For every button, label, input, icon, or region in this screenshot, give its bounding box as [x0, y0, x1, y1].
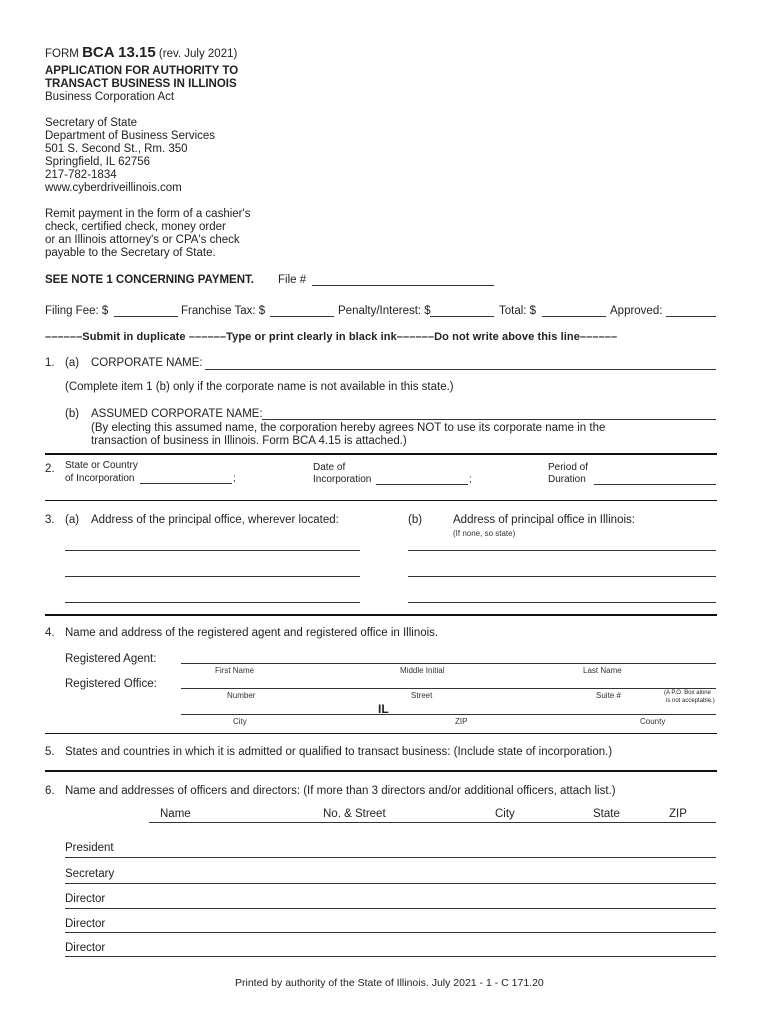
corporate-name-label: CORPORATE NAME:: [91, 357, 203, 369]
column-header-zip: ZIP: [669, 808, 687, 820]
office-line-2: Department of Business Services: [45, 130, 216, 142]
po-box-note-2: is not acceptable.): [666, 698, 715, 704]
last-name-caption: Last Name: [583, 666, 622, 675]
filing-fee-field[interactable]: [114, 316, 178, 317]
officer-row-label: Director: [65, 893, 106, 905]
officer-row-label: Director: [65, 918, 106, 930]
assumed-name-note-2: transaction of business in Illinois. Form BCA 4.15 is attached.): [91, 435, 407, 447]
column-header-state: State: [593, 808, 620, 820]
penalty-label: Penalty/Interest: $: [338, 305, 431, 317]
officer-row-line[interactable]: [65, 956, 716, 957]
illinois-office-line-1[interactable]: [408, 550, 716, 551]
assumed-name-note-1: (By electing this assumed name, the corporation hereby agrees NOT to use its corporate name in the: [91, 422, 606, 434]
office-line-3: 501 S. Second St., Rm. 350: [45, 143, 188, 155]
file-number-label: File #: [278, 274, 307, 286]
middle-initial-caption: Middle Initial: [400, 666, 445, 675]
county-caption: County: [640, 717, 666, 726]
date-of-incorporation-field[interactable]: [376, 484, 468, 485]
period-of-duration-label-1: Period of: [548, 462, 589, 473]
office-line-1: Secretary of State: [45, 117, 138, 129]
remit-line-4: payable to the Secretary of State.: [45, 247, 216, 259]
item-3-number: 3.: [45, 514, 55, 526]
remit-line-1: Remit payment in the form of a cashier's: [45, 208, 251, 220]
admitted-states-label: States and countries in which it is admitted or qualified to transact business: (Include state of incorporation.): [65, 746, 613, 758]
item-1b-marker: (b): [65, 408, 80, 420]
form-prefix: FORM: [45, 48, 79, 60]
registered-office-street-field[interactable]: [181, 688, 716, 689]
item-1a-marker: (a): [65, 357, 80, 369]
period-of-duration-label-2: Duration: [548, 474, 586, 485]
state-of-incorporation-label-1: State or Country: [65, 460, 138, 471]
officer-row-label: President: [65, 842, 114, 854]
column-header-city: City: [495, 808, 515, 820]
footer-text: Printed by authority of the State of Illinois. July 2021 - 1 - C 171.20: [235, 977, 544, 989]
total-label: Total: $: [499, 305, 537, 317]
assumed-name-field[interactable]: [262, 419, 716, 420]
file-number-field[interactable]: [312, 285, 494, 286]
item-3a-marker: (a): [65, 514, 80, 526]
item-2-number: 2.: [45, 463, 55, 475]
form-revision: (rev. July 2021): [158, 48, 238, 60]
officer-row-label: Director: [65, 942, 106, 954]
officer-row-line[interactable]: [65, 908, 716, 909]
city-caption: City: [233, 717, 247, 726]
period-of-duration-field[interactable]: [594, 484, 716, 485]
suite-caption: Suite #: [596, 691, 621, 700]
illinois-office-sublabel: (If none, so state): [453, 529, 516, 538]
illinois-office-line-2[interactable]: [408, 576, 716, 577]
penalty-field[interactable]: [430, 316, 494, 317]
title-line-2: TRANSACT BUSINESS IN ILLINOIS: [45, 78, 237, 90]
semicolon-1: ;: [233, 473, 236, 484]
registered-office-city-field[interactable]: [181, 714, 716, 715]
item-1-number: 1.: [45, 357, 55, 369]
instructions-banner: ––––––Submit in duplicate ––––––Type or print clearly in black ink––––––Do not write above this line––––––: [45, 331, 618, 343]
section-divider: [45, 500, 717, 501]
franchise-tax-label: Franchise Tax: $: [181, 305, 266, 317]
semicolon-2: ;: [469, 474, 472, 485]
state-of-incorporation-label-2: of Incorporation: [65, 473, 135, 484]
number-caption: Number: [227, 691, 256, 700]
column-header-name: Name: [160, 808, 191, 820]
first-name-caption: First Name: [215, 666, 255, 675]
section-divider: [45, 453, 717, 455]
principal-office-line-1[interactable]: [65, 550, 360, 551]
item-6-number: 6.: [45, 785, 55, 797]
principal-office-label: Address of the principal office, wherever located:: [91, 514, 339, 526]
remit-line-2: check, certified check, money order: [45, 221, 226, 233]
date-of-incorporation-label-2: Incorporation: [313, 474, 372, 485]
form-code: BCA 13.15: [82, 44, 156, 61]
date-of-incorporation-label-1: Date of: [313, 462, 346, 473]
officer-row-line[interactable]: [65, 883, 716, 884]
officer-row-line[interactable]: [65, 857, 716, 858]
corporate-name-field[interactable]: [205, 369, 716, 370]
remit-line-3: or an Illinois attorney's or CPA's check: [45, 234, 240, 246]
approved-field[interactable]: [666, 316, 716, 317]
registered-agent-field[interactable]: [181, 663, 716, 664]
section-divider: [45, 733, 717, 734]
franchise-tax-field[interactable]: [270, 316, 334, 317]
principal-office-line-2[interactable]: [65, 576, 360, 577]
column-header-street: No. & Street: [323, 808, 386, 820]
title-line-1: APPLICATION FOR AUTHORITY TO: [45, 65, 239, 77]
section-divider: [45, 614, 717, 616]
officers-directors-label: Name and addresses of officers and directors: (If more than 3 directors and/or additional officers, attach list.): [65, 785, 616, 797]
office-phone: 217-782-1834: [45, 169, 117, 181]
registered-agent-label: Registered Agent:: [65, 653, 157, 665]
zip-caption: ZIP: [455, 717, 468, 726]
registered-state-value: IL: [378, 702, 389, 716]
filing-fee-label: Filing Fee: $: [45, 305, 109, 317]
item-5-number: 5.: [45, 746, 55, 758]
street-caption: Street: [411, 691, 433, 700]
column-header-rule: [149, 822, 716, 823]
section-divider: [45, 770, 717, 772]
payment-note: SEE NOTE 1 CONCERNING PAYMENT.: [45, 274, 254, 286]
officer-row-line[interactable]: [65, 932, 716, 933]
illinois-office-label: Address of principal office in Illinois:: [453, 514, 635, 526]
office-line-4: Springfield, IL 62756: [45, 156, 151, 168]
officer-row-label: Secretary: [65, 868, 115, 880]
item-3b-marker: (b): [408, 514, 423, 526]
illinois-office-line-3[interactable]: [408, 602, 716, 603]
item-4-number: 4.: [45, 627, 55, 639]
po-box-note-1: (A P.O. Box alone: [664, 690, 711, 696]
act-name: Business Corporation Act: [45, 91, 175, 103]
registered-office-label: Registered Office:: [65, 678, 157, 690]
principal-office-line-3[interactable]: [65, 602, 360, 603]
assumed-name-label: ASSUMED CORPORATE NAME:: [91, 408, 263, 420]
total-field[interactable]: [542, 316, 606, 317]
item-1-note: (Complete item 1 (b) only if the corporate name is not available in this state.): [65, 381, 454, 393]
registered-agent-section-label: Name and address of the registered agent and registered office in Illinois.: [65, 627, 439, 639]
state-of-incorporation-field[interactable]: [140, 483, 232, 484]
form-title: [45, 44, 237, 61]
approved-label: Approved:: [610, 305, 663, 317]
office-website: www.cyberdriveillinois.com: [45, 182, 182, 194]
